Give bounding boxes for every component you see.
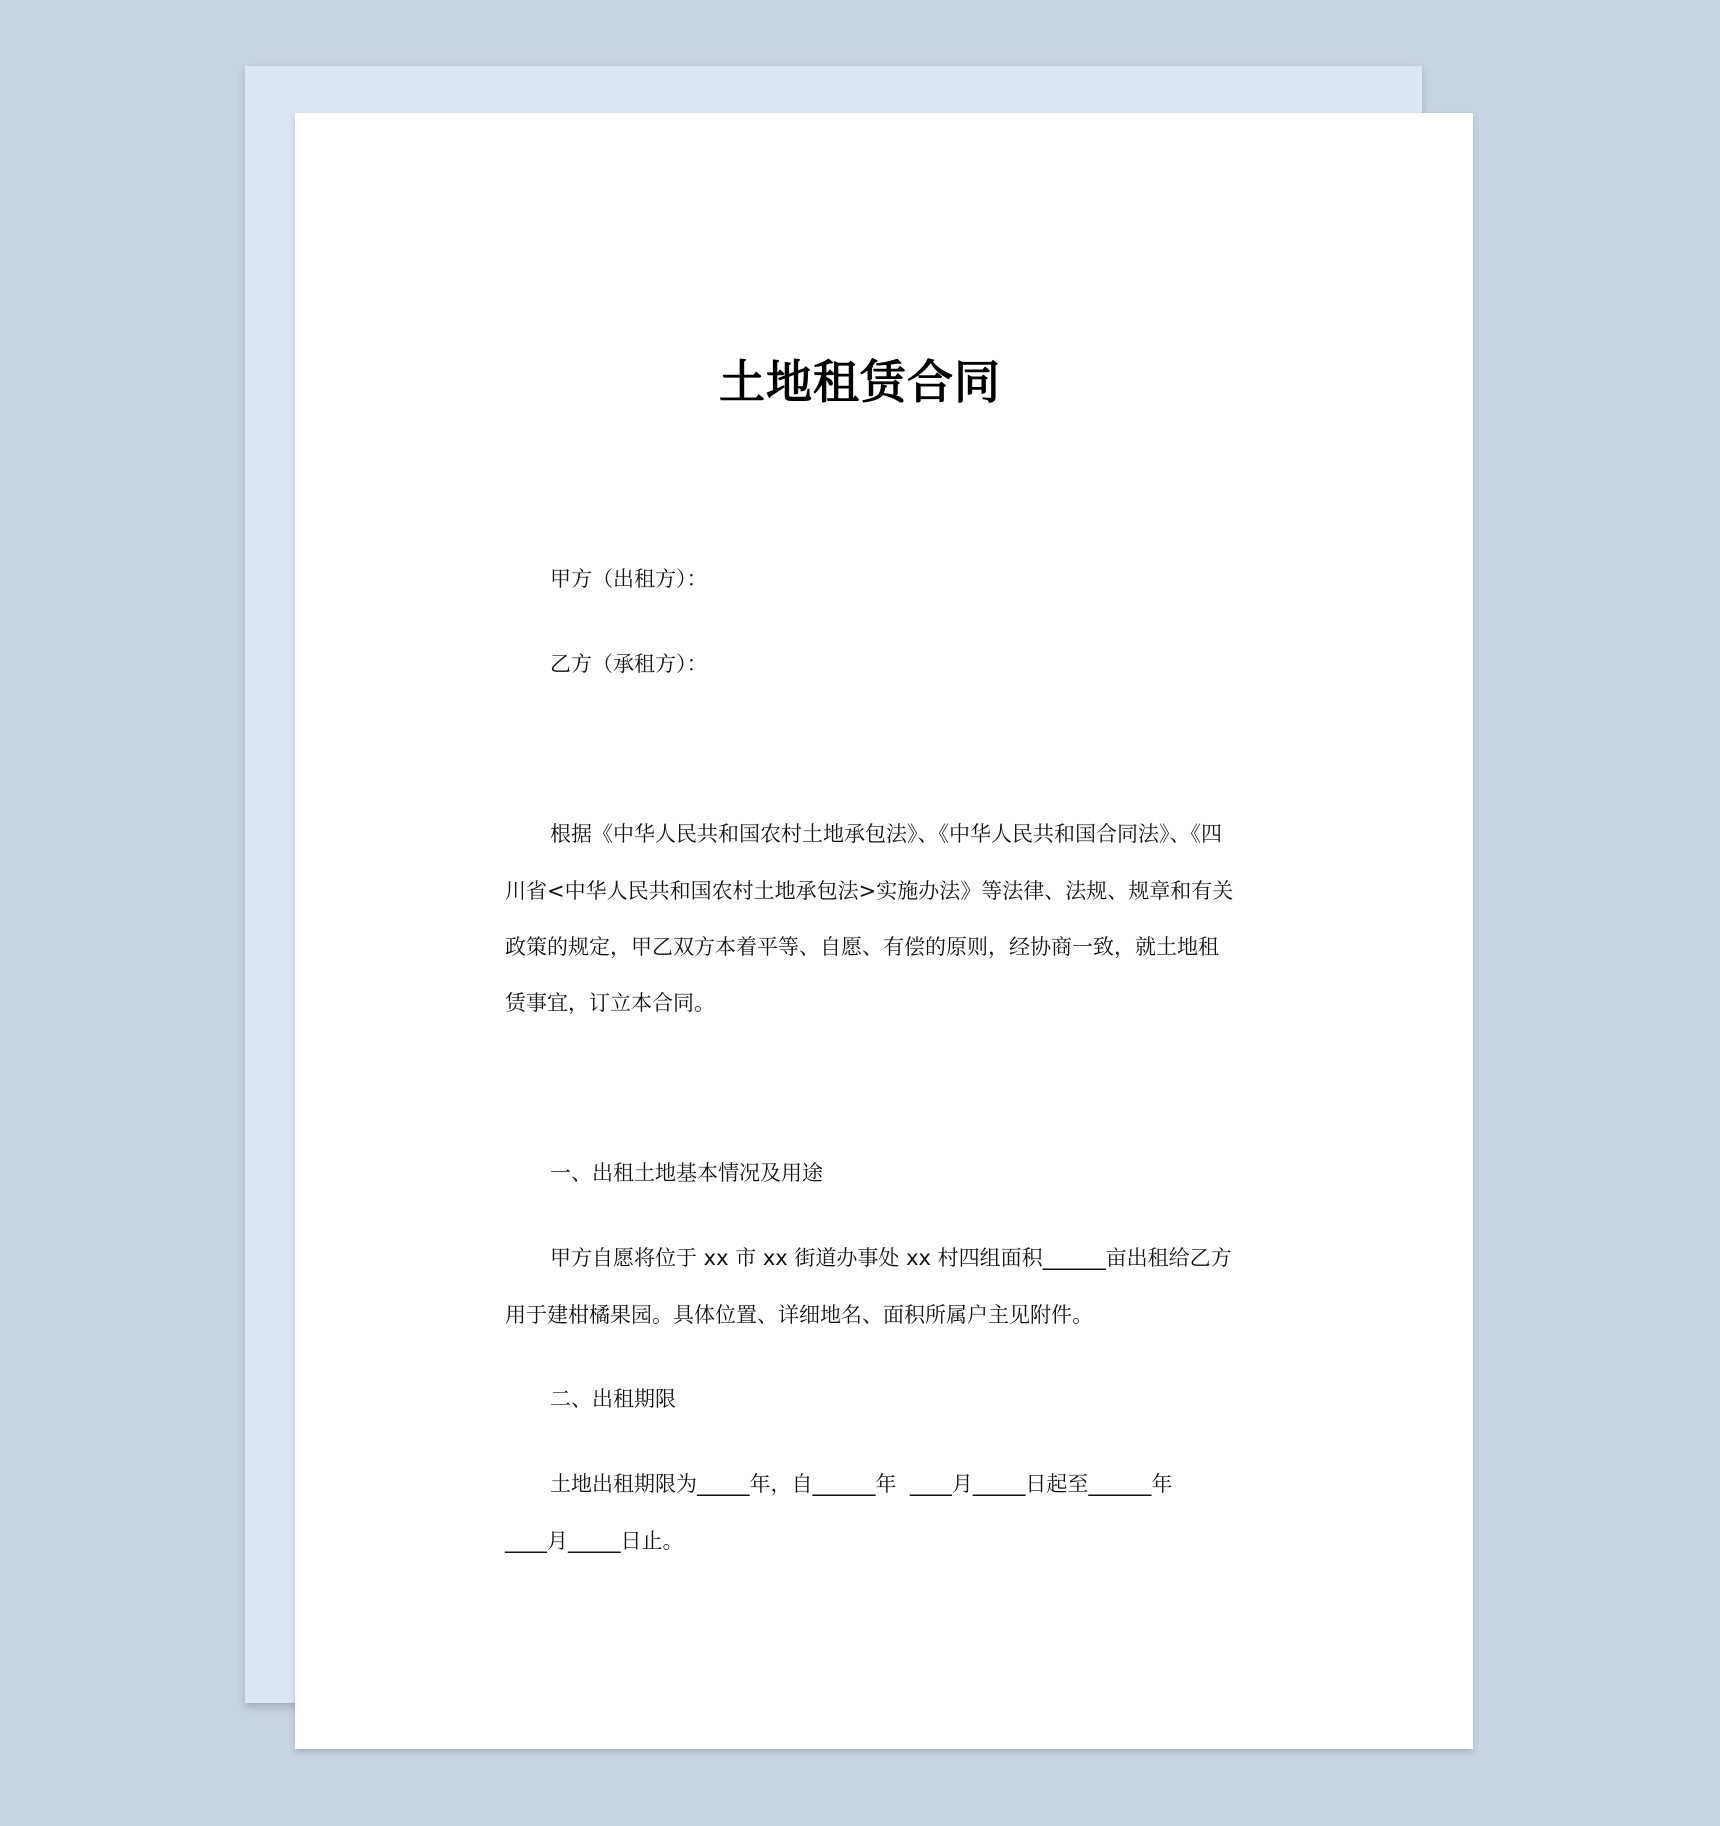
preamble-line: 川省<中华人民共和国农村土地承包法>实施办法》等法律、法规、规章和有关 (505, 879, 1234, 903)
preamble-line: 赁事宜，订立本合同。 (505, 991, 715, 1015)
party-a-label: 甲方（出租方）： (550, 567, 708, 591)
preamble-line: 根据《中华人民共和国农村土地承包法》、《中华人民共和国合同法》、《四 (550, 822, 1222, 846)
document-title: 土地租赁合同 (719, 355, 1001, 409)
section-2-line: ____月_____日止。 (505, 1529, 684, 1553)
party-b-label: 乙方（承租方）： (550, 652, 708, 676)
section-1-line: 用于建柑橘果园。具体位置、详细地名、面积所属户主见附件。 (505, 1303, 1093, 1327)
preamble-line: 政策的规定，甲乙双方本着平等、自愿、有偿的原则，经协商一致，就土地租 (505, 935, 1219, 959)
section-2-line: 土地出租期限为_____年，自______年 ____月_____日起至______年 (550, 1472, 1173, 1496)
section-1-heading: 一、出租土地基本情况及用途 (550, 1161, 823, 1185)
section-2-heading: 二、出租期限 (550, 1387, 676, 1411)
section-1-line: 甲方自愿将位于 xx 市 xx 街道办事处 xx 村四组面积______亩出租给乙方 (550, 1246, 1232, 1270)
